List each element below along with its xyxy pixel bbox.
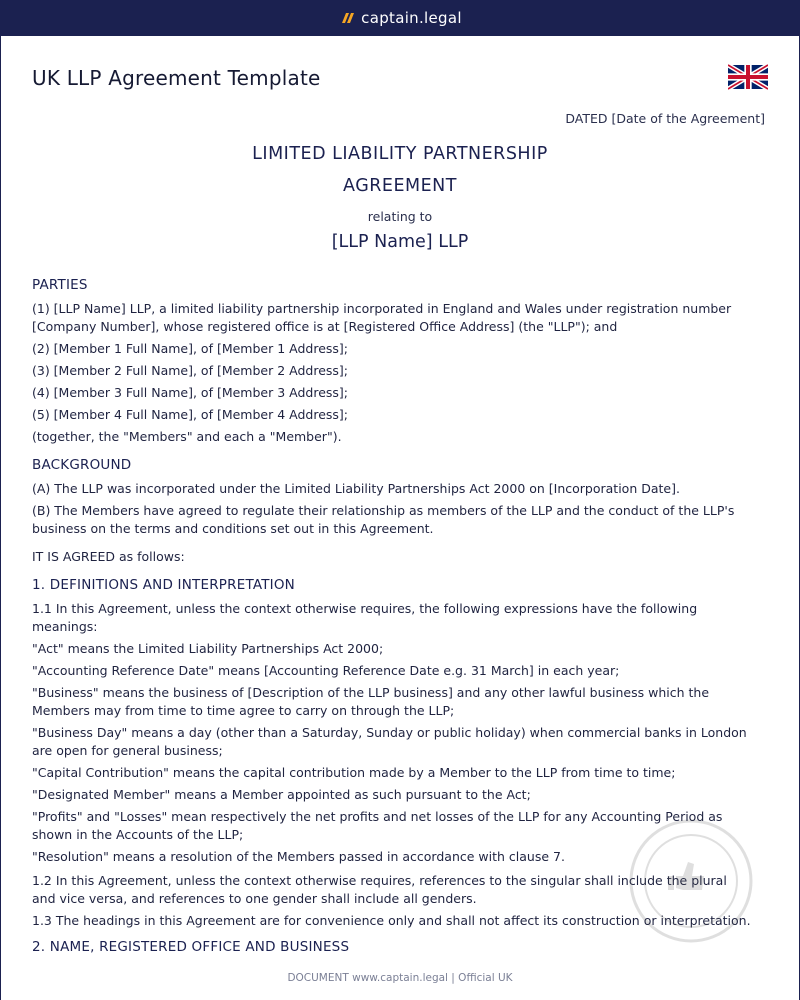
- parties-heading: PARTIES: [32, 277, 88, 293]
- heading-line-1: LIMITED LIABILITY PARTNERSHIP: [252, 144, 548, 164]
- definition-item: "Resolution" means a resolution of the Members passed in accordance with clause 7.: [32, 849, 565, 864]
- definition-item: "Business Day" means a day (other than a Saturday, Sunday or public holiday) when commercial banks in London are open for general business;: [32, 725, 747, 758]
- background-heading: BACKGROUND: [32, 457, 132, 473]
- certified-stamp-icon: [628, 818, 754, 944]
- definition-item: "Act" means the Limited Liability Partnerships Act 2000;: [32, 641, 384, 656]
- top-bar: [0, 0, 800, 36]
- llp-name: [LLP Name] LLP: [331, 232, 469, 252]
- brand-name[interactable]: captain.legal: [361, 9, 462, 27]
- interpretation-item: 1.3 The headings in this Agreement are for convenience only and shall not affect its construction or interpretation.: [32, 913, 751, 928]
- dated-line: DATED [Date of the Agreement]: [565, 111, 765, 126]
- section-2-heading: 2. NAME, REGISTERED OFFICE AND BUSINESS: [32, 939, 350, 955]
- background-item: (B) The Members have agreed to regulate their relationship as members of the LLP and the conduct of the LLP's business on the terms and conditions set out in this Agreement.: [32, 503, 735, 536]
- definition-item: "Capital Contribution" means the capital contribution made by a Member to the LLP from time to time;: [32, 765, 676, 780]
- definition-item: "Accounting Reference Date" means [Accounting Reference Date e.g. 31 March] in each year;: [32, 663, 620, 678]
- relating-to: relating to: [367, 209, 433, 224]
- interpretation-item: 1.2 In this Agreement, unless the context otherwise requires, references to the singular shall include the plural and vice versa, and references to one gender shall include all genders.: [32, 873, 727, 906]
- footer: DOCUMENT www.captain.legal | Official UK: [287, 972, 513, 984]
- party-item: (together, the "Members" and each a "Member").: [32, 429, 342, 444]
- definition-item: "Business" means the business of [Description of the LLP business] and any other lawful business which the Members may from time to time agree to carry on through the LLP;: [32, 685, 710, 718]
- page-title: UK LLP Agreement Template: [32, 66, 321, 90]
- party-item: (4) [Member 3 Full Name], of [Member 3 Address];: [32, 385, 349, 400]
- agreed-line: IT IS AGREED as follows:: [32, 549, 185, 564]
- party-item: (1) [LLP Name] LLP, a limited liability partnership incorporated in England and Wales under registration number [Company Number], whose registered office is at [Registered Office Address] (the "LLP"); and: [32, 301, 732, 334]
- party-item: (3) [Member 2 Full Name], of [Member 2 Address];: [32, 363, 349, 378]
- party-item: (2) [Member 1 Full Name], of [Member 1 Address];: [32, 341, 349, 356]
- heading-line-2: AGREEMENT: [343, 176, 457, 196]
- definition-item: "Designated Member" means a Member appointed as such pursuant to the Act;: [32, 787, 531, 802]
- party-item: (5) [Member 4 Full Name], of [Member 4 Address];: [32, 407, 349, 422]
- definition-item: "Profits" and "Losses" mean respectively the net profits and net losses of the LLP for any Accounting Period as shown in the Accounts of the LLP;: [32, 809, 723, 842]
- section-1-heading: 1. DEFINITIONS AND INTERPRETATION: [32, 577, 295, 593]
- definition-item: 1.1 In this Agreement, unless the context otherwise requires, the following expressions have the following meanings:: [32, 601, 698, 634]
- brand-slashes-icon: [338, 12, 354, 24]
- uk-flag-icon[interactable]: [728, 64, 768, 90]
- background-item: (A) The LLP was incorporated under the Limited Liability Partnerships Act 2000 on [Incorporation Date].: [32, 481, 680, 496]
